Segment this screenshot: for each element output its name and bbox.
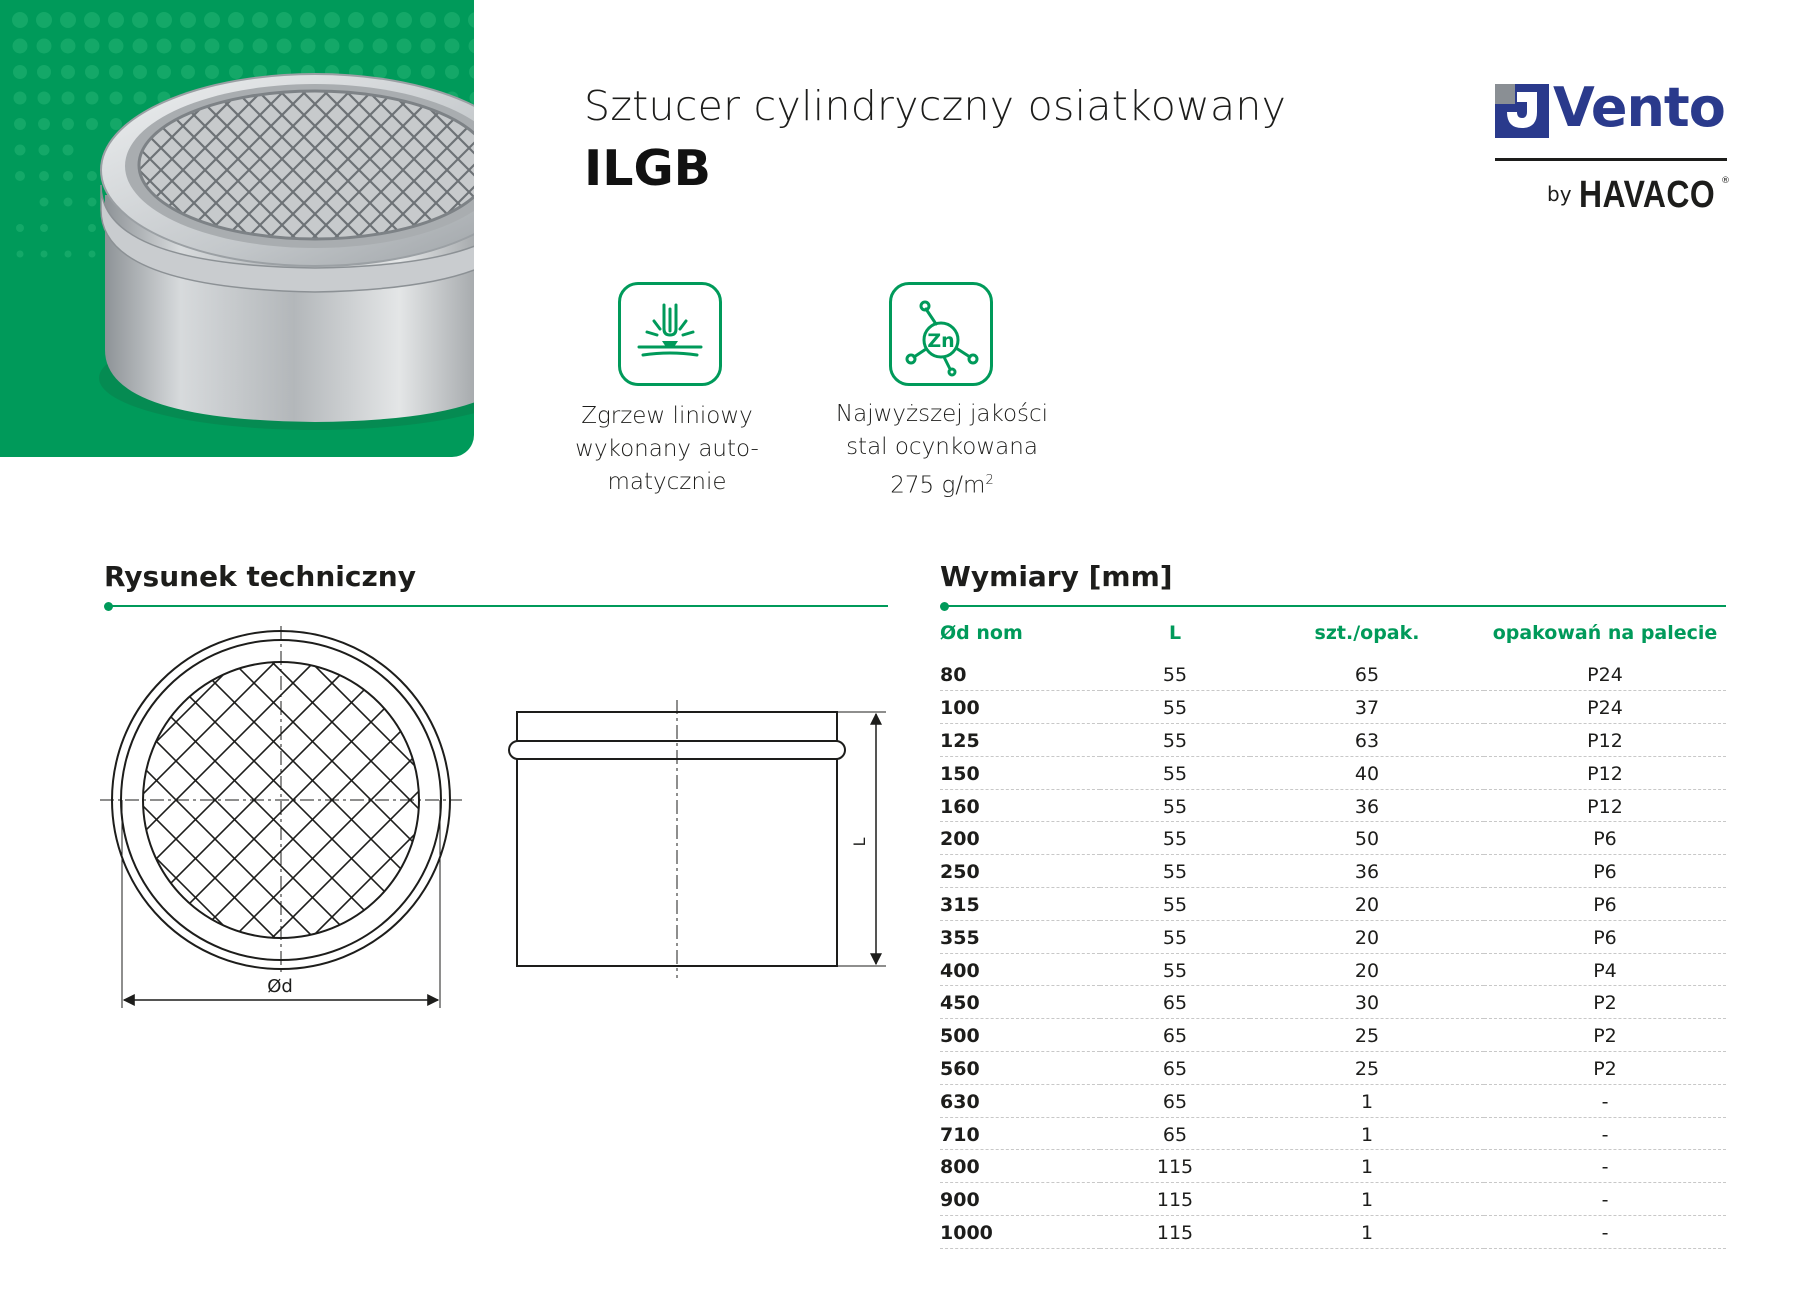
column-header-pieces-per-pack: szt./opak. xyxy=(1314,622,1420,644)
logo-divider xyxy=(1495,158,1727,161)
cell-length: 115 xyxy=(1100,1150,1250,1183)
product-image xyxy=(95,60,474,430)
drawing-mesh-line xyxy=(506,662,782,938)
pattern-dot xyxy=(277,39,292,54)
logo-parent-text: HAVACO xyxy=(1579,174,1716,216)
cell-packs-per-pallet: P6 xyxy=(1484,920,1726,953)
cell-length: 65 xyxy=(1100,986,1250,1019)
pattern-dot xyxy=(84,12,100,28)
cell-diameter: 125 xyxy=(940,724,1100,757)
pattern-dot xyxy=(397,39,412,54)
cell-pieces-per-pack: 36 xyxy=(1250,855,1484,888)
pattern-dot xyxy=(300,12,316,28)
pattern-dot xyxy=(38,118,50,130)
table-row xyxy=(940,822,1726,855)
pattern-dot xyxy=(40,224,48,232)
pattern-dot xyxy=(85,39,100,54)
pattern-dot xyxy=(15,171,25,181)
cell-pieces-per-pack: 1 xyxy=(1250,1216,1484,1249)
table-row xyxy=(940,1183,1726,1216)
pattern-dot xyxy=(61,65,75,79)
cell-pieces-per-pack: 40 xyxy=(1250,756,1484,789)
cell-length: 55 xyxy=(1100,691,1250,724)
cell-packs-per-pallet: P12 xyxy=(1484,724,1726,757)
cell-pieces-per-pack: 1 xyxy=(1250,1084,1484,1117)
pattern-dot xyxy=(41,251,48,258)
cell-length: 115 xyxy=(1100,1183,1250,1216)
pattern-dot xyxy=(157,39,172,54)
drawing-mesh-line xyxy=(428,662,704,938)
column-header-diameter: Ød nom xyxy=(940,622,1023,644)
zinc-symbol: Zn xyxy=(927,330,955,352)
pattern-dot xyxy=(62,92,75,105)
table-row xyxy=(940,724,1726,757)
table-row xyxy=(940,1052,1726,1085)
table-row xyxy=(940,888,1726,921)
welding-icon xyxy=(621,285,719,383)
pattern-dot xyxy=(444,12,460,28)
cell-length: 55 xyxy=(1100,855,1250,888)
cell-packs-per-pallet: - xyxy=(1484,1084,1726,1117)
pattern-dot xyxy=(372,12,388,28)
pattern-dot xyxy=(12,12,28,28)
cell-diameter: 200 xyxy=(940,822,1100,855)
cell-diameter: 150 xyxy=(940,756,1100,789)
cell-length: 55 xyxy=(1100,920,1250,953)
cell-diameter: 560 xyxy=(940,1052,1100,1085)
cell-pieces-per-pack: 63 xyxy=(1250,724,1484,757)
cell-packs-per-pallet: - xyxy=(1484,1117,1726,1150)
welding-feature-text xyxy=(560,400,774,499)
pattern-dot xyxy=(15,145,26,156)
pattern-dot xyxy=(396,12,412,28)
pattern-dot xyxy=(65,251,72,258)
pattern-dot xyxy=(64,198,73,207)
drawing-mesh-line xyxy=(350,662,626,938)
cell-length: 115 xyxy=(1100,1216,1250,1249)
cell-packs-per-pallet: P24 xyxy=(1484,691,1726,724)
vento-havaco-logo xyxy=(1495,76,1730,224)
diameter-label: Ød xyxy=(267,976,293,997)
cell-diameter: 400 xyxy=(940,953,1100,986)
cell-pieces-per-pack: 30 xyxy=(1250,986,1484,1019)
pattern-dot xyxy=(421,39,436,54)
unit-superscript: 2 xyxy=(985,473,994,488)
cell-pieces-per-pack: 36 xyxy=(1250,789,1484,822)
logo-brand-text: Vento xyxy=(1553,76,1725,139)
pattern-dot xyxy=(324,12,340,28)
logo-registered-mark: ® xyxy=(1721,176,1730,186)
cell-diameter: 80 xyxy=(940,658,1100,691)
pattern-dot xyxy=(228,12,244,28)
column-header-length: L xyxy=(1168,622,1182,644)
pattern-dot xyxy=(38,92,51,105)
pattern-dot xyxy=(204,12,220,28)
cell-packs-per-pallet: P24 xyxy=(1484,658,1726,691)
drawing-mesh-line xyxy=(428,662,704,938)
cell-pieces-per-pack: 25 xyxy=(1250,1019,1484,1052)
table-header-row xyxy=(940,618,1726,658)
dimensions-table xyxy=(940,618,1726,1249)
welding-feature-badge xyxy=(618,282,722,386)
cell-diameter: 800 xyxy=(940,1150,1100,1183)
cell-diameter: 710 xyxy=(940,1117,1100,1150)
cell-packs-per-pallet: P6 xyxy=(1484,855,1726,888)
feature-line: Najwyższej jakości xyxy=(835,401,1049,427)
pattern-dot xyxy=(252,12,268,28)
table-row xyxy=(940,658,1726,691)
cell-packs-per-pallet: P12 xyxy=(1484,789,1726,822)
cell-pieces-per-pack: 37 xyxy=(1250,691,1484,724)
cell-length: 65 xyxy=(1100,1019,1250,1052)
table-row xyxy=(940,1150,1726,1183)
feature-line: wykonany auto- xyxy=(575,436,759,462)
cell-packs-per-pallet: - xyxy=(1484,1150,1726,1183)
pattern-dot xyxy=(348,12,364,28)
pattern-dot xyxy=(39,171,49,181)
pattern-dot xyxy=(40,198,49,207)
table-row xyxy=(940,986,1726,1019)
cell-pieces-per-pack: 1 xyxy=(1250,1150,1484,1183)
pattern-dot xyxy=(420,12,436,28)
column-header-packs-per-pallet: opakowań na palecie xyxy=(1492,622,1718,644)
cell-length: 55 xyxy=(1100,888,1250,921)
feature-line: Zgrzew liniowy xyxy=(581,403,753,429)
product-title: Sztucer cylindryczny osiatkowany xyxy=(584,82,1287,130)
side-view xyxy=(509,700,886,978)
pattern-dot xyxy=(276,12,292,28)
cell-pieces-per-pack: 20 xyxy=(1250,920,1484,953)
drawing-section-title: Rysunek techniczny xyxy=(104,560,416,593)
technical-drawing xyxy=(100,620,900,1020)
cell-pieces-per-pack: 20 xyxy=(1250,888,1484,921)
cell-pieces-per-pack: 1 xyxy=(1250,1183,1484,1216)
pattern-dot xyxy=(373,39,388,54)
pattern-dot xyxy=(14,92,27,105)
pattern-dot xyxy=(39,145,50,156)
pattern-dot xyxy=(108,12,124,28)
table-row xyxy=(940,789,1726,822)
mesh-wire xyxy=(95,80,97,260)
cell-packs-per-pallet: - xyxy=(1484,1183,1726,1216)
cell-diameter: 900 xyxy=(940,1183,1100,1216)
pattern-dot xyxy=(13,39,28,54)
pattern-dot xyxy=(63,145,74,156)
pattern-dot xyxy=(301,39,316,54)
pattern-dot xyxy=(349,39,364,54)
cell-packs-per-pallet: P4 xyxy=(1484,953,1726,986)
cell-diameter: 100 xyxy=(940,691,1100,724)
cell-packs-per-pallet: P12 xyxy=(1484,756,1726,789)
cell-pieces-per-pack: 50 xyxy=(1250,822,1484,855)
cell-diameter: 250 xyxy=(940,855,1100,888)
feature-line xyxy=(820,464,1064,503)
pattern-dot xyxy=(62,118,74,130)
product-code: ILGB xyxy=(584,140,712,197)
cell-length: 65 xyxy=(1100,1117,1250,1150)
pattern-dot xyxy=(16,224,24,232)
cell-pieces-per-pack: 25 xyxy=(1250,1052,1484,1085)
cell-length: 55 xyxy=(1100,756,1250,789)
table-row xyxy=(940,1117,1726,1150)
cell-packs-per-pallet: P2 xyxy=(1484,986,1726,1019)
zinc-coating-icon xyxy=(892,285,990,383)
pattern-dot xyxy=(325,39,340,54)
pattern-dot xyxy=(60,12,76,28)
pattern-dot xyxy=(14,118,26,130)
cell-diameter: 1000 xyxy=(940,1216,1100,1249)
cell-length: 55 xyxy=(1100,658,1250,691)
product-hero xyxy=(0,0,474,457)
pattern-dot xyxy=(132,12,148,28)
mesh-wire xyxy=(95,80,97,260)
cell-pieces-per-pack: 1 xyxy=(1250,1117,1484,1150)
pattern-dot xyxy=(180,12,196,28)
cell-length: 65 xyxy=(1100,1052,1250,1085)
pattern-dot xyxy=(36,12,52,28)
pattern-dot xyxy=(13,65,27,79)
pattern-dot xyxy=(63,171,73,181)
cell-diameter: 315 xyxy=(940,888,1100,921)
drawing-mesh-line xyxy=(467,662,743,938)
pattern-dot xyxy=(253,39,268,54)
table-row xyxy=(940,1216,1726,1249)
pattern-dot xyxy=(205,39,220,54)
pattern-dot xyxy=(109,39,124,54)
front-view xyxy=(100,626,782,1008)
length-label: L xyxy=(850,837,869,847)
cell-diameter: 355 xyxy=(940,920,1100,953)
cell-length: 55 xyxy=(1100,789,1250,822)
drawing-section-rule xyxy=(108,605,888,607)
vento-emblem-icon xyxy=(1495,84,1549,138)
cell-pieces-per-pack: 20 xyxy=(1250,953,1484,986)
table-row xyxy=(940,691,1726,724)
dimensions-section-rule xyxy=(944,605,1726,607)
pattern-dot xyxy=(156,12,172,28)
pattern-dot xyxy=(181,39,196,54)
pattern-dot xyxy=(133,39,148,54)
pattern-dot xyxy=(469,39,475,54)
cell-packs-per-pallet: - xyxy=(1484,1216,1726,1249)
cell-pieces-per-pack: 65 xyxy=(1250,658,1484,691)
pattern-dot xyxy=(229,39,244,54)
table-row xyxy=(940,920,1726,953)
drawing-mesh-line xyxy=(350,662,626,938)
feature-line: matycznie xyxy=(607,469,727,495)
feature-line: stal ocynkowana xyxy=(846,434,1038,460)
cell-length: 55 xyxy=(1100,953,1250,986)
cell-diameter: 630 xyxy=(940,1084,1100,1117)
pattern-dot xyxy=(37,65,51,79)
pattern-dot xyxy=(17,251,24,258)
cell-diameter: 500 xyxy=(940,1019,1100,1052)
zinc-feature-badge xyxy=(889,282,993,386)
zinc-feature-text xyxy=(820,398,1064,503)
drawing-mesh-line xyxy=(506,662,782,938)
cell-length: 65 xyxy=(1100,1084,1250,1117)
cell-packs-per-pallet: P6 xyxy=(1484,822,1726,855)
pattern-dot xyxy=(468,12,474,28)
cell-packs-per-pallet: P2 xyxy=(1484,1052,1726,1085)
pattern-dot xyxy=(37,39,52,54)
dimensions-section-title: Wymiary [mm] xyxy=(940,560,1173,593)
cell-packs-per-pallet: P6 xyxy=(1484,888,1726,921)
pattern-dot xyxy=(445,39,460,54)
table-row xyxy=(940,756,1726,789)
cell-diameter: 160 xyxy=(940,789,1100,822)
table-row xyxy=(940,1019,1726,1052)
table-row xyxy=(940,1084,1726,1117)
cell-packs-per-pallet: P2 xyxy=(1484,1019,1726,1052)
cell-diameter: 450 xyxy=(940,986,1100,1019)
logo-by-text: by xyxy=(1547,182,1572,206)
table-row xyxy=(940,953,1726,986)
pattern-dot xyxy=(61,39,76,54)
cell-length: 55 xyxy=(1100,822,1250,855)
drawing-mesh-line xyxy=(467,662,743,938)
cell-length: 55 xyxy=(1100,724,1250,757)
table-row xyxy=(940,855,1726,888)
feature-line-text: 275 g/m xyxy=(890,472,986,499)
